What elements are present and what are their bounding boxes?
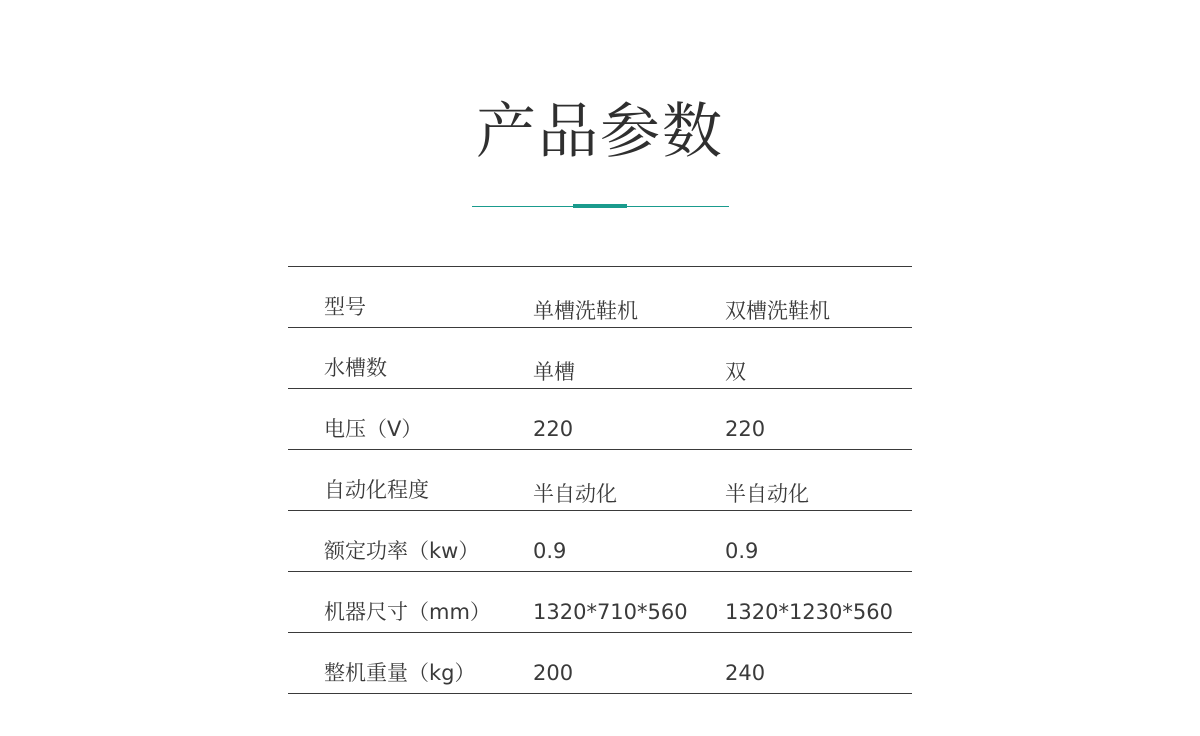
table-row: [288, 389, 912, 450]
single-tank-value: 单槽洗鞋机: [533, 299, 638, 323]
row-label: 整机重量（kg）: [324, 661, 476, 685]
row-label: 机器尺寸（mm）: [324, 600, 491, 624]
page-title: 产品参数: [476, 97, 724, 167]
table-row: [288, 572, 912, 633]
single-tank-value: 220: [533, 417, 574, 441]
table-row: [288, 267, 912, 328]
double-tank-value: 双槽洗鞋机: [725, 299, 830, 323]
double-tank-value: 双: [725, 360, 746, 384]
row-label: 型号: [324, 295, 366, 319]
double-tank-value: 220: [725, 417, 766, 441]
table-row: [288, 450, 912, 511]
single-tank-value: 0.9: [533, 539, 567, 563]
single-tank-value: 200: [533, 661, 574, 685]
double-tank-value: 0.9: [725, 539, 759, 563]
spec-table: [288, 266, 912, 694]
table-row: [288, 633, 912, 694]
row-label: 水槽数: [324, 356, 387, 380]
row-label: 自动化程度: [324, 478, 429, 502]
title-divider-accent: [573, 204, 627, 208]
double-tank-value: 240: [725, 661, 766, 685]
double-tank-value: 半自动化: [725, 482, 809, 506]
double-tank-value: 1320*1230*560: [725, 600, 893, 624]
table-row: [288, 511, 912, 572]
row-label: 额定功率（kw）: [324, 539, 480, 563]
row-label: 电压（V）: [324, 417, 423, 441]
table-row: [288, 328, 912, 389]
single-tank-value: 半自动化: [533, 482, 617, 506]
single-tank-value: 单槽: [533, 360, 575, 384]
single-tank-value: 1320*710*560: [533, 600, 688, 624]
